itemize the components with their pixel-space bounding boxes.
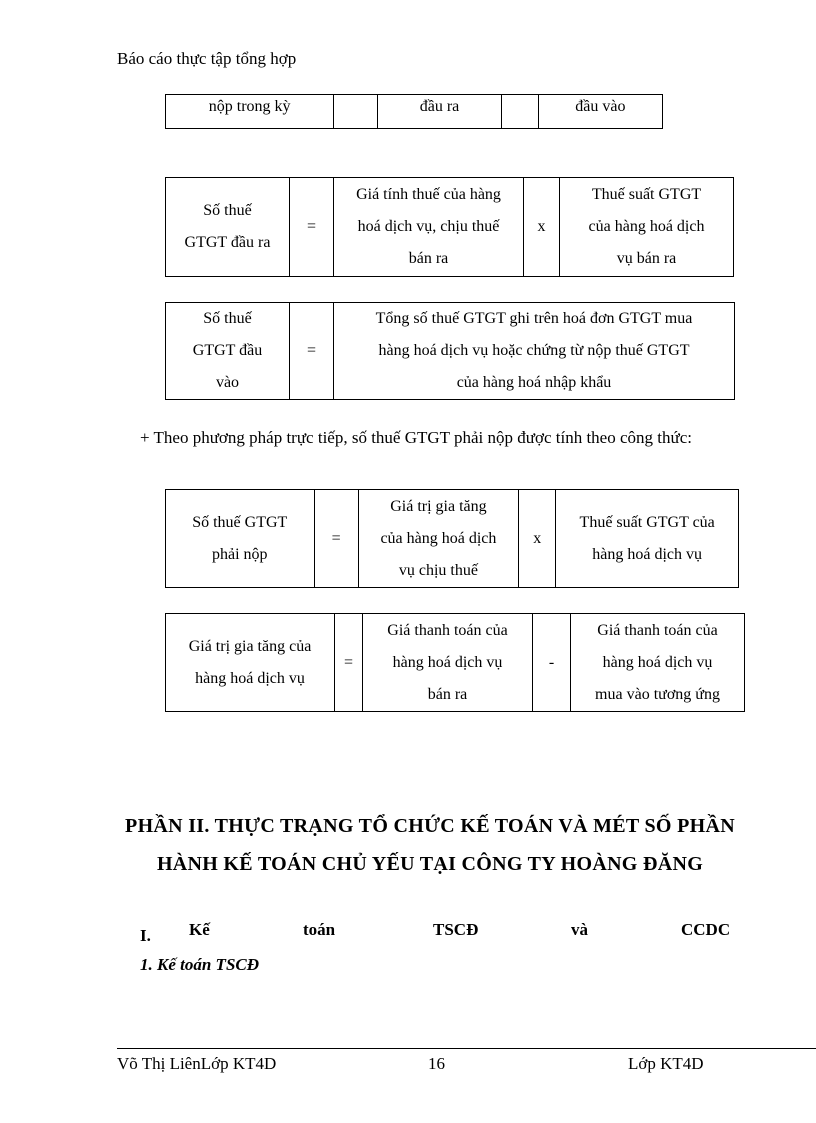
minus-sign: -: [533, 614, 571, 712]
formula-term-left: Số thuế GTGT đầu vào: [166, 303, 290, 400]
formula-term-middle: Giá trị gia tăng của hàng hoá dịch vụ chịu thuế: [358, 490, 519, 588]
table0-cell-5: đầu vào: [538, 95, 662, 129]
formula-term-left: Số thuế GTGT phải nộp: [166, 490, 315, 588]
equals-sign: =: [290, 303, 334, 400]
formula-term-right: Giá thanh toán của hàng hoá dịch vụ mua vào tương ứng: [571, 614, 745, 712]
tax-method-row-table: [165, 94, 663, 129]
section-word-3: TSCĐ: [433, 920, 479, 939]
section-word-2: toán: [303, 920, 336, 939]
section-number: I.: [140, 926, 151, 945]
output-vat-formula-table: [165, 177, 734, 277]
footer-divider-right: [580, 1048, 816, 1049]
section-word-4: và: [571, 920, 588, 939]
formula-term-middle: Giá thanh toán của hàng hoá dịch vụ bán ra: [363, 614, 533, 712]
section-word-1: Kế: [189, 920, 210, 939]
formula-term-left: Giá trị gia tăng của hàng hoá dịch vụ: [166, 614, 335, 712]
part-heading: PHẦN II. THỰC TRẠNG TỔ CHỨC KẾ TOÁN VÀ MÉT SỐ PHẦN HÀNH KẾ TOÁN CHỦ YẾU TẠI CÔNG TY HOÀNG ĐĂNG: [125, 815, 735, 875]
subsection-heading: 1. Kế toán TSCĐ: [140, 955, 260, 974]
table0-cell-2: [334, 95, 378, 129]
formula-term-right: Tổng số thuế GTGT ghi trên hoá đơn GTGT mua hàng hoá dịch vụ hoặc chứng từ nộp thuế GTGT của hàng hoá nhập khẩu: [334, 303, 735, 400]
multiply-sign: x: [524, 178, 560, 277]
footer-author: Võ Thị LiênLớp KT4D: [117, 1054, 277, 1073]
table0-cell-1: nộp trong kỳ: [166, 95, 334, 129]
equals-sign: =: [314, 490, 358, 588]
table0-cell-3: đầu ra: [378, 95, 501, 129]
formula-term-right: Thuế suất GTGT của hàng hoá dịch vụ bán ra: [560, 178, 734, 277]
footer-class: Lớp KT4D: [628, 1054, 704, 1073]
formula-term-right: Thuế suất GTGT của hàng hoá dịch vụ: [556, 490, 739, 588]
vat-payable-formula-table: [165, 489, 739, 588]
table0-cell-4: [501, 95, 538, 129]
direct-method-paragraph: + Theo phương pháp trực tiếp, số thuế GTGT phải nộp được tính theo công thức:: [140, 428, 692, 447]
page-header: Báo cáo thực tập tổng hợp: [117, 49, 297, 68]
equals-sign: =: [335, 614, 363, 712]
formula-term-left: Số thuế GTGT đầu ra: [166, 178, 290, 277]
input-vat-formula-table: [165, 302, 735, 400]
formula-term-middle: Giá tính thuế của hàng hoá dịch vụ, chịu thuế bán ra: [334, 178, 524, 277]
footer-divider-left: [117, 1048, 580, 1049]
equals-sign: =: [290, 178, 334, 277]
section-word-5: CCDC: [681, 920, 731, 939]
multiply-sign: x: [519, 490, 556, 588]
page-number: 16: [428, 1054, 445, 1073]
value-added-formula-table: [165, 613, 745, 712]
